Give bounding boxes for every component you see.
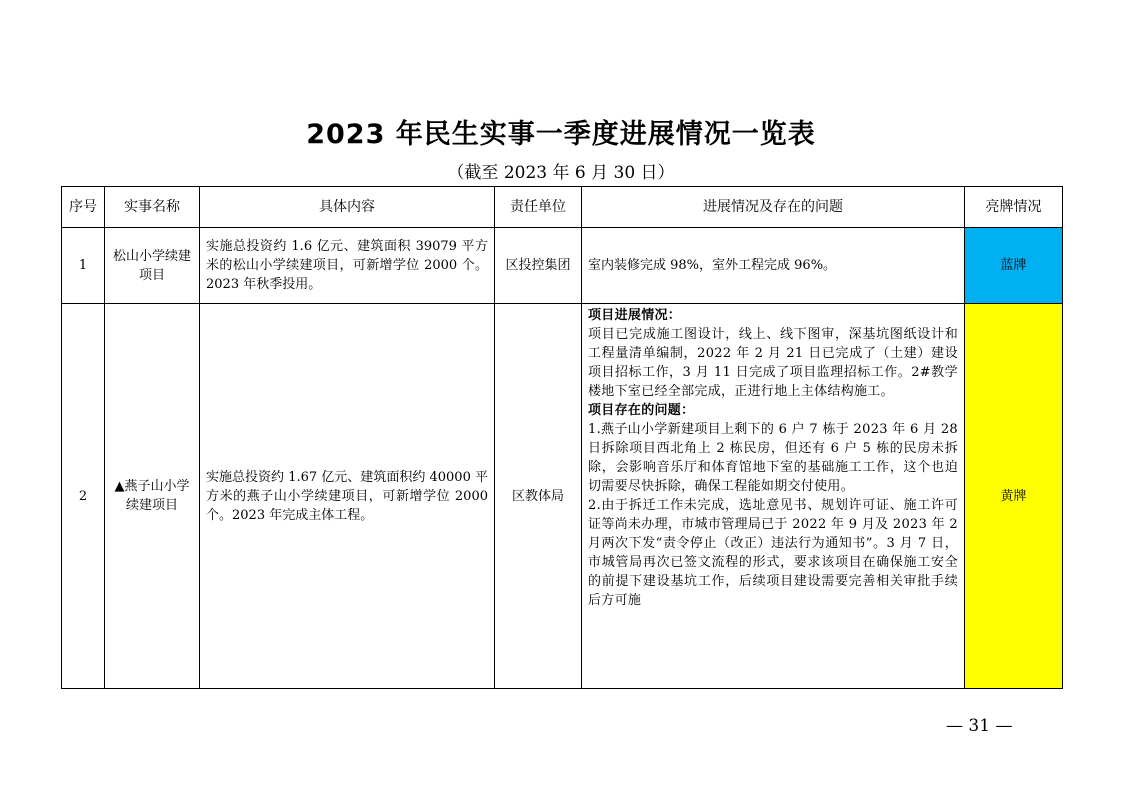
row2-status-badge: 黄牌 (965, 304, 1063, 689)
issue-item: 2.由于拆迁工作未完成，选址意见书、规划许可证、施工许可证等尚未办理，市城市管理局已于 2022 年 9 月及 2023 年 2 月两次下发“责令停止（改正）违法行为通知书”。3 月 7 日，市城管局再次已签文流程的形式，要求该项目在确保施工安全的前提下建设基坑工作，后续项目建设需要完善相关审批手续后方可施 (588, 498, 958, 608)
row2-content: 实施总投资约 1.67 亿元、建筑面积约 40000 平方米的燕子山小学续建项目，可新增学位 2000 个。2023 年完成主体工程。 (200, 304, 495, 689)
table-row (62, 228, 1063, 304)
row1-progress: 室内装修完成 98%，室外工程完成 96%。 (582, 228, 965, 304)
page-title: 2023 年民生实事一季度进展情况一览表 (306, 119, 816, 150)
row2-unit: 区教体局 (495, 304, 582, 689)
header-content: 具体内容 (200, 187, 495, 228)
page-subtitle: （截至 2023 年 6 月 30 日） (447, 163, 675, 183)
header-seq: 序号 (62, 187, 105, 228)
table-header-row (62, 187, 1063, 228)
progress-text: 项目已完成施工图设计，线上、线下图审，深基坑图纸设计和工程量清单编制，2022 年 2 月 21 日已完成了（土建）建设项目招标工作，3 月 11 日完成了项目监理招标工作。2#教学楼地下室已经全部完成，正进行地上主体结构施工。 (588, 327, 958, 399)
row1-name: 松山小学续建项目 (105, 228, 200, 304)
row2-progress (582, 304, 965, 689)
row2-name: ▲燕子山小学续建项目 (105, 304, 200, 689)
row1-unit: 区投控集团 (495, 228, 582, 304)
issues-heading: 项目存在的问题： (588, 403, 695, 418)
row1-status-badge: 蓝牌 (965, 228, 1063, 304)
header-name: 实事名称 (105, 187, 200, 228)
row1-content: 实施总投资约 1.6 亿元、建筑面积 39079 平方米的松山小学续建项目，可新增学位 2000 个。2023 年秋季投用。 (200, 228, 495, 304)
header-status: 亮牌情况 (965, 187, 1063, 228)
header-progress: 进展情况及存在的问题 (582, 187, 965, 228)
progress-heading: 项目进展情况： (588, 308, 682, 323)
row1-seq: 1 (62, 228, 105, 304)
table-row (62, 304, 1063, 689)
issue-item: 1.燕子山小学新建项目上剩下的 6 户 7 栋于 2023 年 6 月 28 日拆除项目西北角上 2 栋民房，但还有 6 户 5 栋的民房未拆除，会影响音乐厅和体育馆地下室的基础施工工作，这个也迫切需要尽快拆除，确保工程能如期交付使用。 (588, 422, 958, 494)
page-number: — 31 — (946, 716, 1013, 736)
row2-seq: 2 (62, 304, 105, 689)
progress-table (61, 186, 1063, 689)
header-unit: 责任单位 (495, 187, 582, 228)
